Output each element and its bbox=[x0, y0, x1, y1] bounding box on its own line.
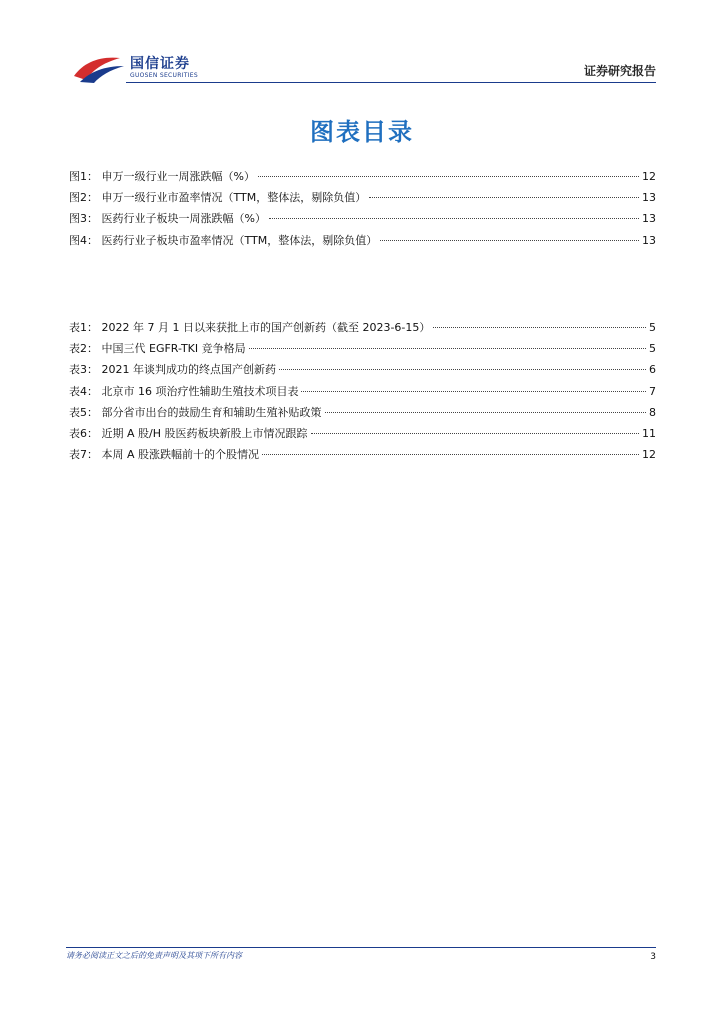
toc-leader-dots bbox=[262, 454, 639, 455]
toc-entry-figure-4[interactable] bbox=[69, 232, 656, 253]
toc-entry-page: 11 bbox=[642, 426, 656, 440]
toc-leader-dots bbox=[369, 197, 639, 198]
toc-leader-dots bbox=[249, 348, 646, 349]
header-divider bbox=[126, 82, 656, 83]
toc-entry-label: 表4： 北京市 16 项治疗性辅助生殖技术项目表 bbox=[69, 384, 299, 398]
toc-entry-page: 12 bbox=[642, 448, 656, 462]
toc-entry-table-3[interactable] bbox=[69, 361, 656, 382]
toc-entry-page: 12 bbox=[642, 170, 656, 183]
report-type-label: 证券研究报告 bbox=[583, 64, 656, 78]
toc-leader-dots bbox=[258, 176, 639, 177]
toc-leader-dots bbox=[269, 218, 639, 219]
toc-entry-page: 8 bbox=[649, 405, 656, 419]
toc-entry-page: 5 bbox=[649, 342, 656, 356]
page-title: 图表目录 bbox=[310, 118, 414, 146]
toc-entry-table-1[interactable] bbox=[69, 319, 656, 340]
toc-entry-label: 表6： 近期 A 股/H 股医药板块新股上市情况跟踪 bbox=[69, 426, 308, 440]
toc-entry-label: 表7： 本周 A 股涨跌幅前十的个股情况 bbox=[69, 448, 260, 462]
logo-text-en: GUOSEN SECURITIES bbox=[130, 72, 199, 79]
guosen-logo-icon bbox=[70, 52, 126, 84]
toc-entry-label: 表3： 2021 年谈判成功的终点国产创新药 bbox=[69, 363, 276, 377]
figure-list bbox=[69, 168, 656, 253]
toc-entry-figure-1[interactable] bbox=[69, 168, 656, 189]
toc-entry-page: 5 bbox=[649, 321, 656, 334]
toc-entry-label: 图1： 申万一级行业一周涨跌幅（%） bbox=[69, 170, 255, 183]
toc-entry-table-6[interactable] bbox=[69, 425, 656, 446]
toc-entry-label: 表5： 部分省市出台的鼓励生育和辅助生殖补贴政策 bbox=[69, 405, 322, 419]
logo-text-cn: 国信证券 bbox=[130, 56, 190, 72]
toc-entry-label: 表1： 2022 年 7 月 1 日以来获批上市的国产创新药（截至 2023-6-15） bbox=[69, 321, 431, 334]
toc-entry-page: 6 bbox=[649, 363, 656, 377]
page-header bbox=[66, 48, 656, 88]
toc-entry-page: 13 bbox=[642, 233, 656, 247]
toc-entry-table-5[interactable] bbox=[69, 404, 656, 425]
toc-entry-page: 13 bbox=[642, 212, 656, 226]
page-number: 3 bbox=[650, 952, 656, 962]
footer-divider bbox=[66, 947, 656, 948]
toc-entry-page: 13 bbox=[642, 191, 656, 205]
toc-leader-dots bbox=[301, 391, 646, 392]
toc-entry-figure-3[interactable] bbox=[69, 210, 656, 231]
toc-leader-dots bbox=[380, 240, 639, 241]
toc-leader-dots bbox=[311, 433, 640, 434]
table-list bbox=[69, 319, 656, 467]
toc-entry-figure-2[interactable] bbox=[69, 189, 656, 210]
toc-entry-table-2[interactable] bbox=[69, 340, 656, 361]
toc-leader-dots bbox=[325, 412, 647, 413]
toc-entry-table-7[interactable] bbox=[69, 446, 656, 467]
toc-entry-label: 图4： 医药行业子板块市盈率情况（TTM，整体法，剔除负值） bbox=[69, 233, 378, 247]
toc-entry-label: 图2： 申万一级行业市盈率情况（TTM，整体法，剔除负值） bbox=[69, 191, 367, 205]
toc-entry-label: 图3： 医药行业子板块一周涨跌幅（%） bbox=[69, 212, 266, 226]
toc-entry-table-4[interactable] bbox=[69, 383, 656, 404]
toc-leader-dots bbox=[279, 369, 646, 370]
toc-entry-page: 7 bbox=[649, 384, 656, 398]
toc-entry-label: 表2： 中国三代 EGFR-TKI 竞争格局 bbox=[69, 342, 246, 356]
toc-leader-dots bbox=[433, 327, 646, 328]
footer-disclaimer: 请务必阅读正文之后的免责声明及其项下所有内容 bbox=[66, 951, 242, 960]
